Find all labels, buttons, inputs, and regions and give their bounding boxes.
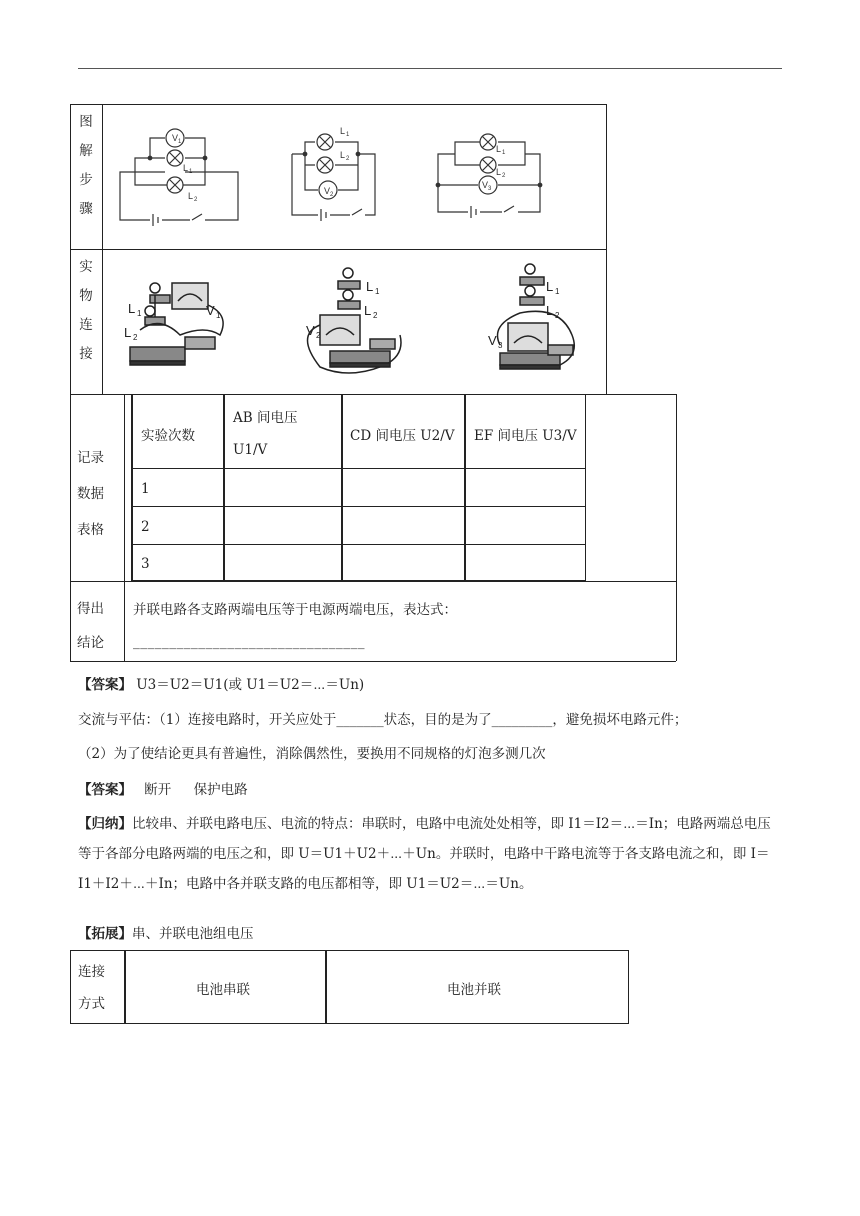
header-ab-voltage-unit: U1/V [233,442,268,458]
svg-text:1: 1 [555,287,560,296]
svg-text:1: 1 [178,139,182,145]
exchange-line-1: 交流与平估：（1）连接电路时，开关应处于_______状态，目的是为了_________，避免损坏电路元件； [78,712,688,728]
summary-tag: 【归纳】 [78,816,132,832]
diagram-label-l2: L [340,150,346,160]
diagram-label-l2: L [496,167,502,177]
photo-label-l1: L [366,279,374,294]
answer-a: 断开 [144,782,172,798]
diagram-label-l1: L [183,163,189,173]
photo-label-v3: V [488,333,497,348]
real-setup-1 [130,283,223,365]
header-ab-voltage: AB 间电压 [233,410,298,426]
header-rule [78,68,782,69]
conclusion-blank: ________________________________ [133,634,365,650]
photo-label-l2: L [364,303,372,318]
header-cd-voltage: CD 间电压 U2/V [350,428,455,444]
real-connection-photos [110,255,600,389]
circuit-diagram-3 [436,134,542,218]
answer-tag: 【答案】 [78,677,132,693]
summary-paragraph [78,809,782,899]
diagram-label-v3: V [482,180,489,190]
answer-2 [78,778,248,798]
svg-text:1: 1 [189,169,193,175]
conclusion-text: 并联电路各支路两端电压等于电源两端电压，表达式： [133,602,457,618]
svg-text:2: 2 [373,311,378,320]
photo-label-v1: V [206,303,215,318]
header-trial-count: 实验次数 [141,428,195,444]
diagram-label-l1: L [340,126,346,136]
extension-title: 串、并联电池组电压 [132,926,254,942]
photo-label-l2: L [124,325,132,340]
extension-tag: 【拓展】 [78,926,132,942]
diagram-label-v2: V [324,186,331,196]
photo-label-l1: L [546,279,554,294]
label-char: 图 [79,114,93,130]
circuit-diagram-2 [292,134,375,221]
real-setup-2 [308,268,402,373]
battery-parallel-header: 电池并联 [447,982,501,998]
svg-text:1: 1 [375,287,380,296]
diagram-label-l2: L [188,191,194,201]
answer-1 [78,673,364,693]
photo-label-l2: L [546,303,554,318]
svg-text:2: 2 [133,333,138,342]
diagram-label-l1: L [496,144,502,154]
row-label-diagram: 图 解 步 骤 [72,108,100,224]
row-label-record: 记录 数据 表格 [77,450,104,538]
photo-label-v2: V [306,323,315,338]
answer-tag: 【答案】 [78,782,132,798]
battery-series-header: 电池串联 [196,982,250,998]
photo-label-l1: L [128,301,136,316]
trial-row-number: 1 [141,481,150,497]
answer-b: 保护电路 [193,782,248,798]
svg-text:1: 1 [346,132,350,138]
trial-row-number: 2 [141,519,150,535]
extension-heading [78,922,254,942]
svg-text:1: 1 [216,311,221,320]
trial-row-number: 3 [141,556,150,572]
svg-text:1: 1 [137,309,142,318]
connection-method-label: 连接 方式 [78,964,105,1012]
row-label-real: 实 物 连 接 [79,259,93,362]
row-label-conclusion: 得出 结论 [77,601,104,651]
circuit-diagrams [110,110,600,245]
header-ef-voltage: EF 间电压 U3/V [474,428,577,444]
real-setup-3 [498,264,575,369]
diagram-label-v1: V [172,133,179,143]
answer-text: U3＝U2＝U1(或 U1＝U2＝⋯＝Un) [136,677,365,693]
svg-text:2: 2 [555,311,560,320]
svg-text:2: 2 [346,156,350,162]
svg-text:1: 1 [502,150,506,156]
svg-text:3: 3 [488,186,492,192]
svg-text:2: 2 [502,173,506,179]
summary-text: 比较串、并联电路电压、电流的特点：串联时，电路中电流处处相等，即 I1＝I2＝⋯＝In；电路两端总电压等于各部分电路两端的电压之和，即 U＝U1＋U2＋⋯＋Un。并联时，电路中干路电流等于各支路电流之和，即 I＝I1＋I2＋⋯＋In；电路中各并联支路的电压都相等，即 U1＝U2＝⋯＝Un。 [78,816,771,892]
svg-text:2: 2 [316,331,321,340]
svg-text:3: 3 [498,341,503,350]
svg-text:2: 2 [330,192,334,198]
svg-text:2: 2 [194,197,198,203]
exchange-line-2: （2）为了使结论更具有普遍性，消除偶然性，要换用不同规格的灯泡多测几次 [78,746,546,762]
